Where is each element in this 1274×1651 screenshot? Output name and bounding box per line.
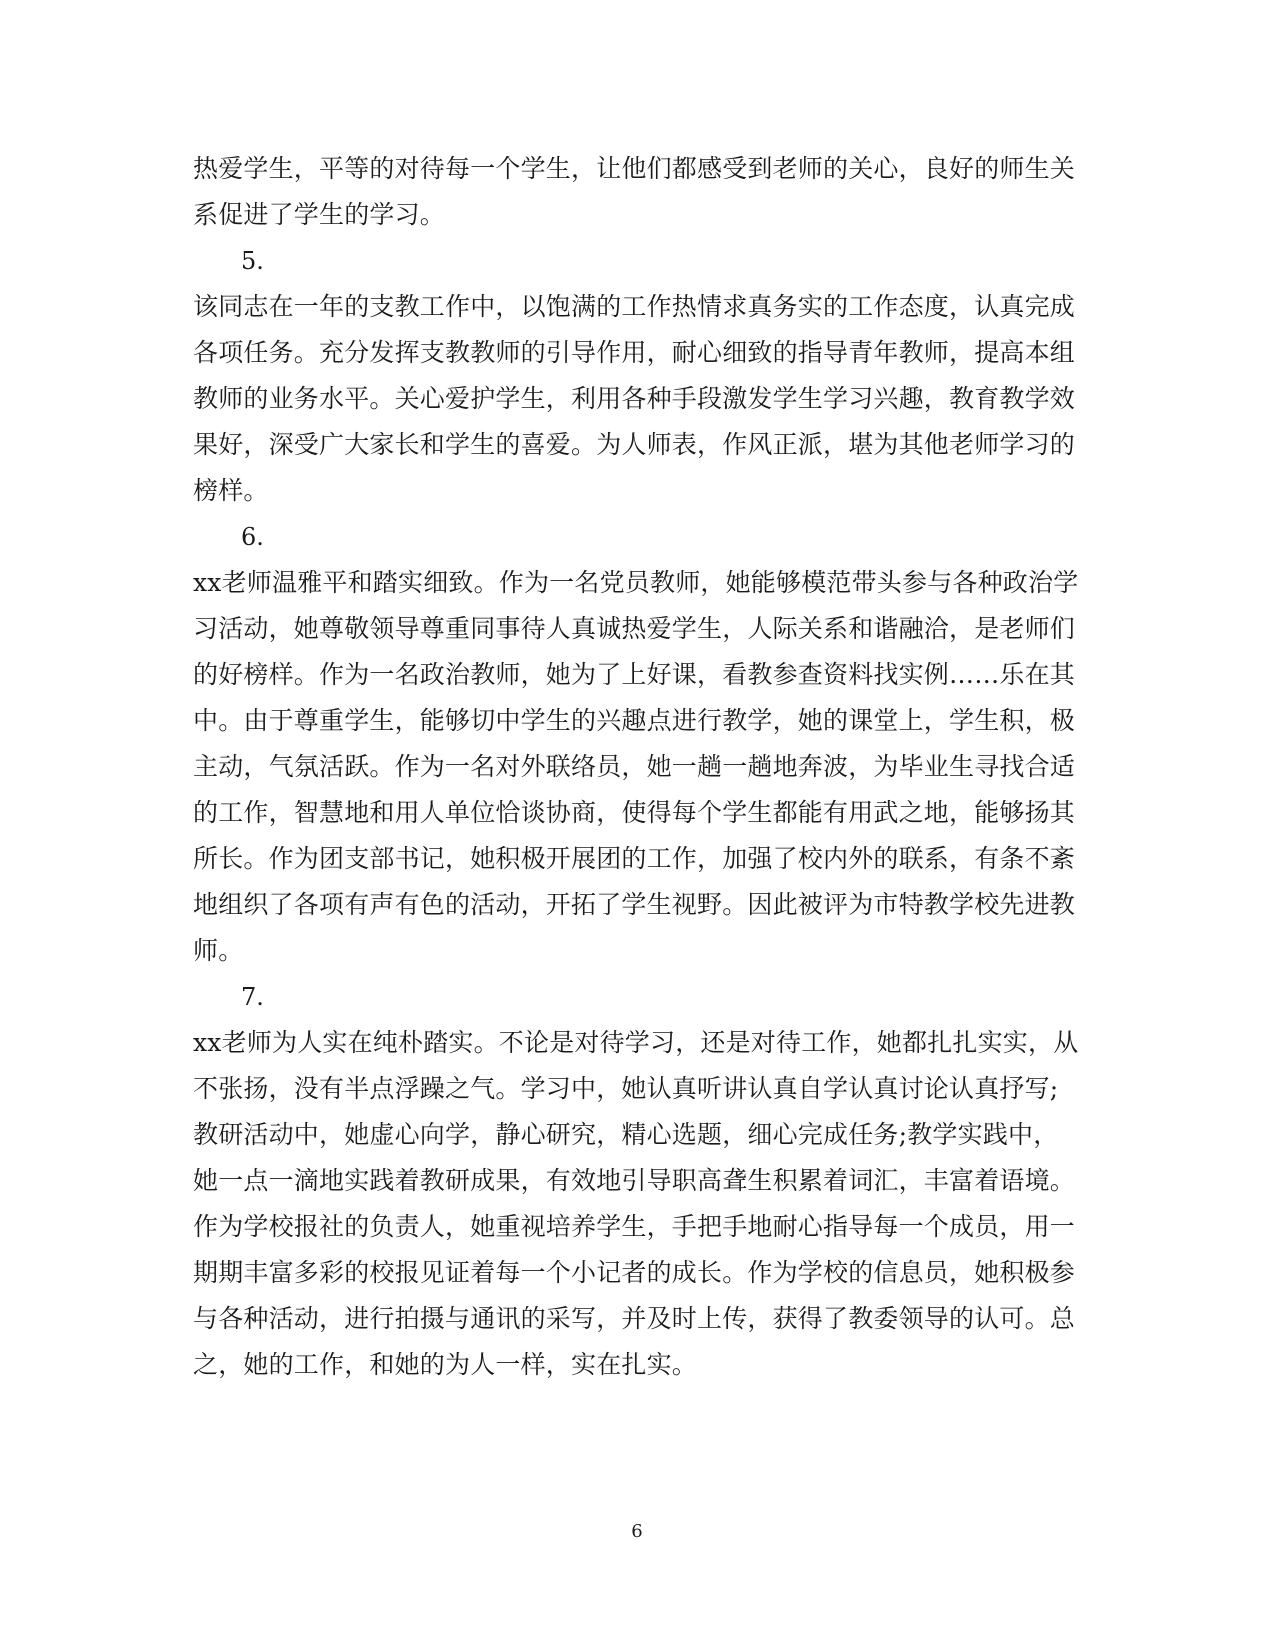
paragraph-line: 各项任务。充分发挥支教教师的引导作用，耐心细致的指导青年教师，提高本组 bbox=[193, 338, 1076, 367]
item-number: 5. bbox=[241, 247, 264, 275]
paragraph-line: 她一点一滴地实践着教研成果，有效地引导职高聋生积累着词汇，丰富着语境。 bbox=[193, 1166, 1076, 1195]
paragraph-line: 作为学校报社的负责人，她重视培养学生，手把手地耐心指导每一个成员，用一 bbox=[193, 1212, 1076, 1241]
paragraph-line: 教研活动中，她虚心向学，静心研究，精心选题，细心完成任务;教学实践中， bbox=[193, 1120, 1059, 1149]
paragraph-line: 榜样。 bbox=[193, 476, 269, 505]
paragraph-line: 期期丰富多彩的校报见证着每一个小记者的成长。作为学校的信息员，她积极参 bbox=[193, 1258, 1076, 1287]
paragraph-line: xx老师温雅平和踏实细致。作为一名党员教师，她能够模范带头参与各种政治学 bbox=[193, 568, 1079, 597]
paragraph-line: 师。 bbox=[193, 936, 244, 965]
paragraph-line: 果好，深受广大家长和学生的喜爱。为人师表，作风正派，堪为其他老师学习的 bbox=[193, 430, 1076, 459]
paragraph-line: 教师的业务水平。关心爱护学生，利用各种手段激发学生学习兴趣，教育教学效 bbox=[193, 384, 1076, 413]
page-number: 6 bbox=[631, 1521, 643, 1542]
paragraph-line: 不张扬，没有半点浮躁之气。学习中，她认真听讲认真自学认真讨论认真抒写; bbox=[193, 1074, 1059, 1103]
paragraph-line: 热爱学生，平等的对待每一个学生，让他们都感受到老师的关心，良好的师生关 bbox=[193, 154, 1076, 183]
paragraph-line: 主动，气氛活跃。作为一名对外联络员，她一趟一趟地奔波，为毕业生寻找合适 bbox=[193, 752, 1076, 781]
item-number: 7. bbox=[241, 983, 264, 1011]
paragraph-line: 的好榜样。作为一名政治教师，她为了上好课，看教参查资料找实例……乐在其 bbox=[193, 660, 1076, 689]
paragraph-line: xx老师为人实在纯朴踏实。不论是对待学习，还是对待工作，她都扎扎实实，从 bbox=[193, 1028, 1079, 1057]
paragraph-line: 所长。作为团支部书记，她积极开展团的工作，加强了校内外的联系，有条不紊 bbox=[193, 844, 1076, 873]
paragraph-line: 之，她的工作，和她的为人一样，实在扎实。 bbox=[193, 1350, 698, 1379]
paragraph-line: 与各种活动，进行拍摄与通讯的采写，并及时上传，获得了教委领导的认可。总 bbox=[193, 1304, 1076, 1333]
paragraph-line: 该同志在一年的支教工作中，以饱满的工作热情求真务实的工作态度，认真完成 bbox=[193, 292, 1076, 321]
paragraph-line: 的工作，智慧地和用人单位恰谈协商，使得每个学生都能有用武之地，能够扬其 bbox=[193, 798, 1076, 827]
item-number: 6. bbox=[241, 523, 264, 551]
paragraph-line: 中。由于尊重学生，能够切中学生的兴趣点进行教学，她的课堂上，学生积，极 bbox=[193, 706, 1076, 735]
paragraph-line: 地组织了各项有声有色的活动，开拓了学生视野。因此被评为市特教学校先进教 bbox=[193, 890, 1076, 919]
paragraph-line: 系促进了学生的学习。 bbox=[193, 200, 446, 229]
paragraph-line: 习活动，她尊敬领导尊重同事待人真诚热爱学生，人际关系和谐融洽，是老师们 bbox=[193, 614, 1076, 643]
